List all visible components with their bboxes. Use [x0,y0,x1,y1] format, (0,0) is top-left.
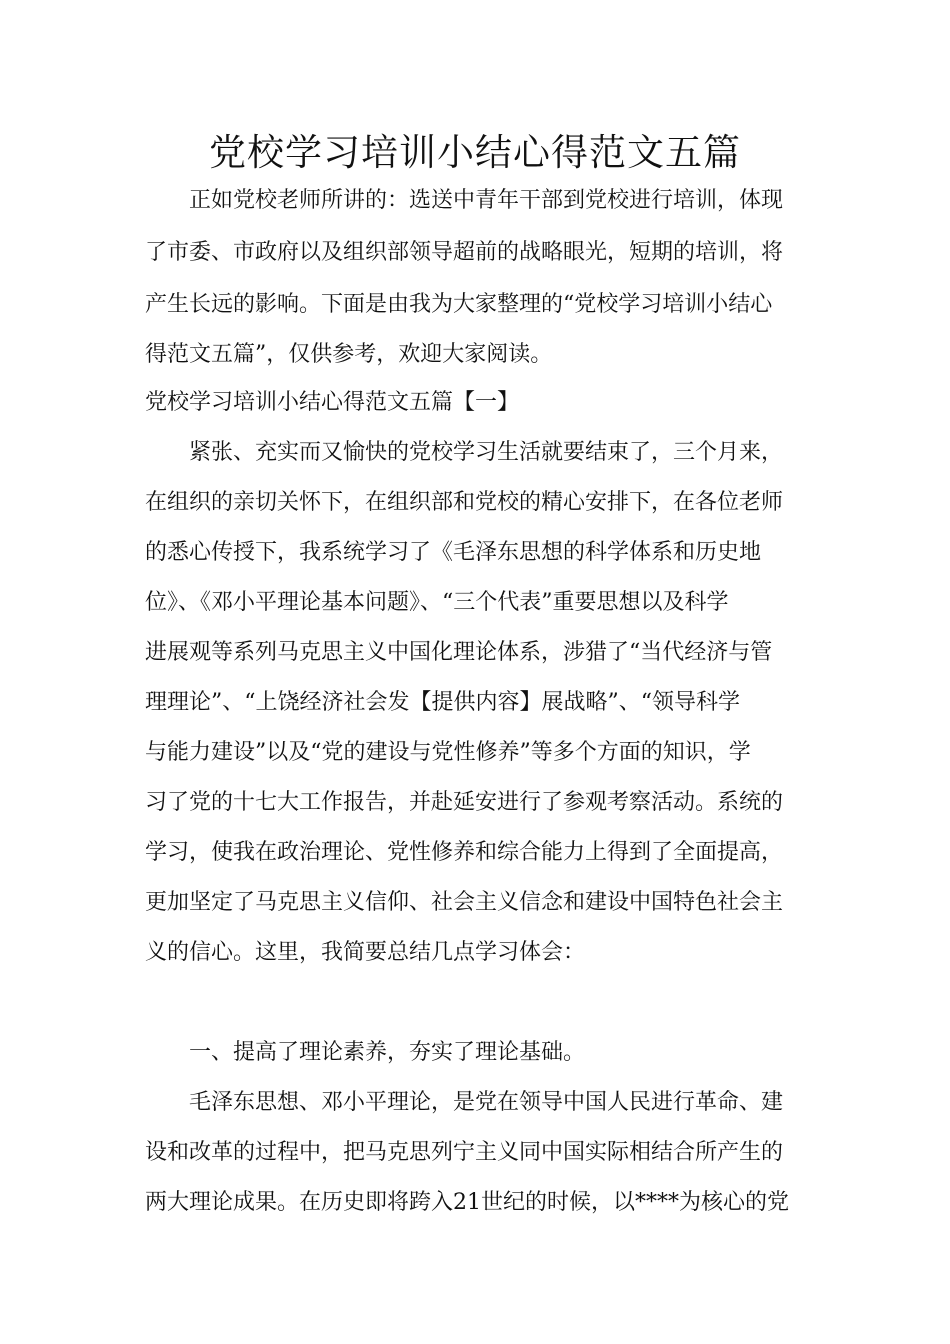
paragraph-line: 习了党的十七大工作报告，并赴延安进行了参观考察活动。系统的 [145,790,784,815]
paragraph-line: 的悉心传授下，我系统学习了《毛泽东思想的科学体系和历史地 [145,540,762,565]
paragraph-line: 两大理论成果。在历史即将跨入21世纪的时候，以****为核心的党 [145,1190,789,1215]
paragraph-line: 了市委、市政府以及组织部领导超前的战略眼光，短期的培训，将 [145,240,784,265]
paragraph-line: 与能力建设”以及“党的建设与党性修养”等多个方面的知识，学 [145,740,751,765]
paragraph-line: 进展观等系列马克思主义中国化理论体系，涉猎了“当代经济与管 [145,640,773,665]
paragraph-line: 得范文五篇”，仅供参考，欢迎大家阅读。 [145,342,553,367]
paragraph-line: 理理论”、“上饶经济社会发【提供内容】展战略”、“领导科学 [145,690,740,715]
paragraph-line: 正如党校老师所讲的：选送中青年干部到党校进行培训，体现 [189,188,784,213]
subsection-heading: 一、提高了理论素养，夯实了理论基础。 [189,1040,586,1065]
paragraph-line: 更加坚定了马克思主义信仰、社会主义信念和建设中国特色社会主 [145,890,784,915]
paragraph-line: 毛泽东思想、邓小平理论，是党在领导中国人民进行革命、建 [189,1090,784,1115]
document-title: 党校学习培训小结心得范文五篇 [209,131,741,174]
paragraph-line: 在组织的亲切关怀下，在组织部和党校的精心安排下，在各位老师 [145,490,784,515]
paragraph-line: 学习，使我在政治理论、党性修养和综合能力上得到了全面提高， [145,840,784,865]
paragraph-line: 产生长远的影响。下面是由我为大家整理的“党校学习培训小结心 [145,292,773,317]
paragraph-line: 紧张、充实而又愉快的党校学习生活就要结束了，三个月来， [189,440,784,465]
paragraph-line: 位》、《邓小平理论基本问题》、“三个代表”重要思想以及科学 [145,590,729,615]
paragraph-line: 设和改革的过程中，把马克思列宁主义同中国实际相结合所产生的 [145,1140,784,1165]
section-heading: 党校学习培训小结心得范文五篇【一】 [145,390,520,415]
paragraph-line: 义的信心。这里，我简要总结几点学习体会： [145,940,586,965]
